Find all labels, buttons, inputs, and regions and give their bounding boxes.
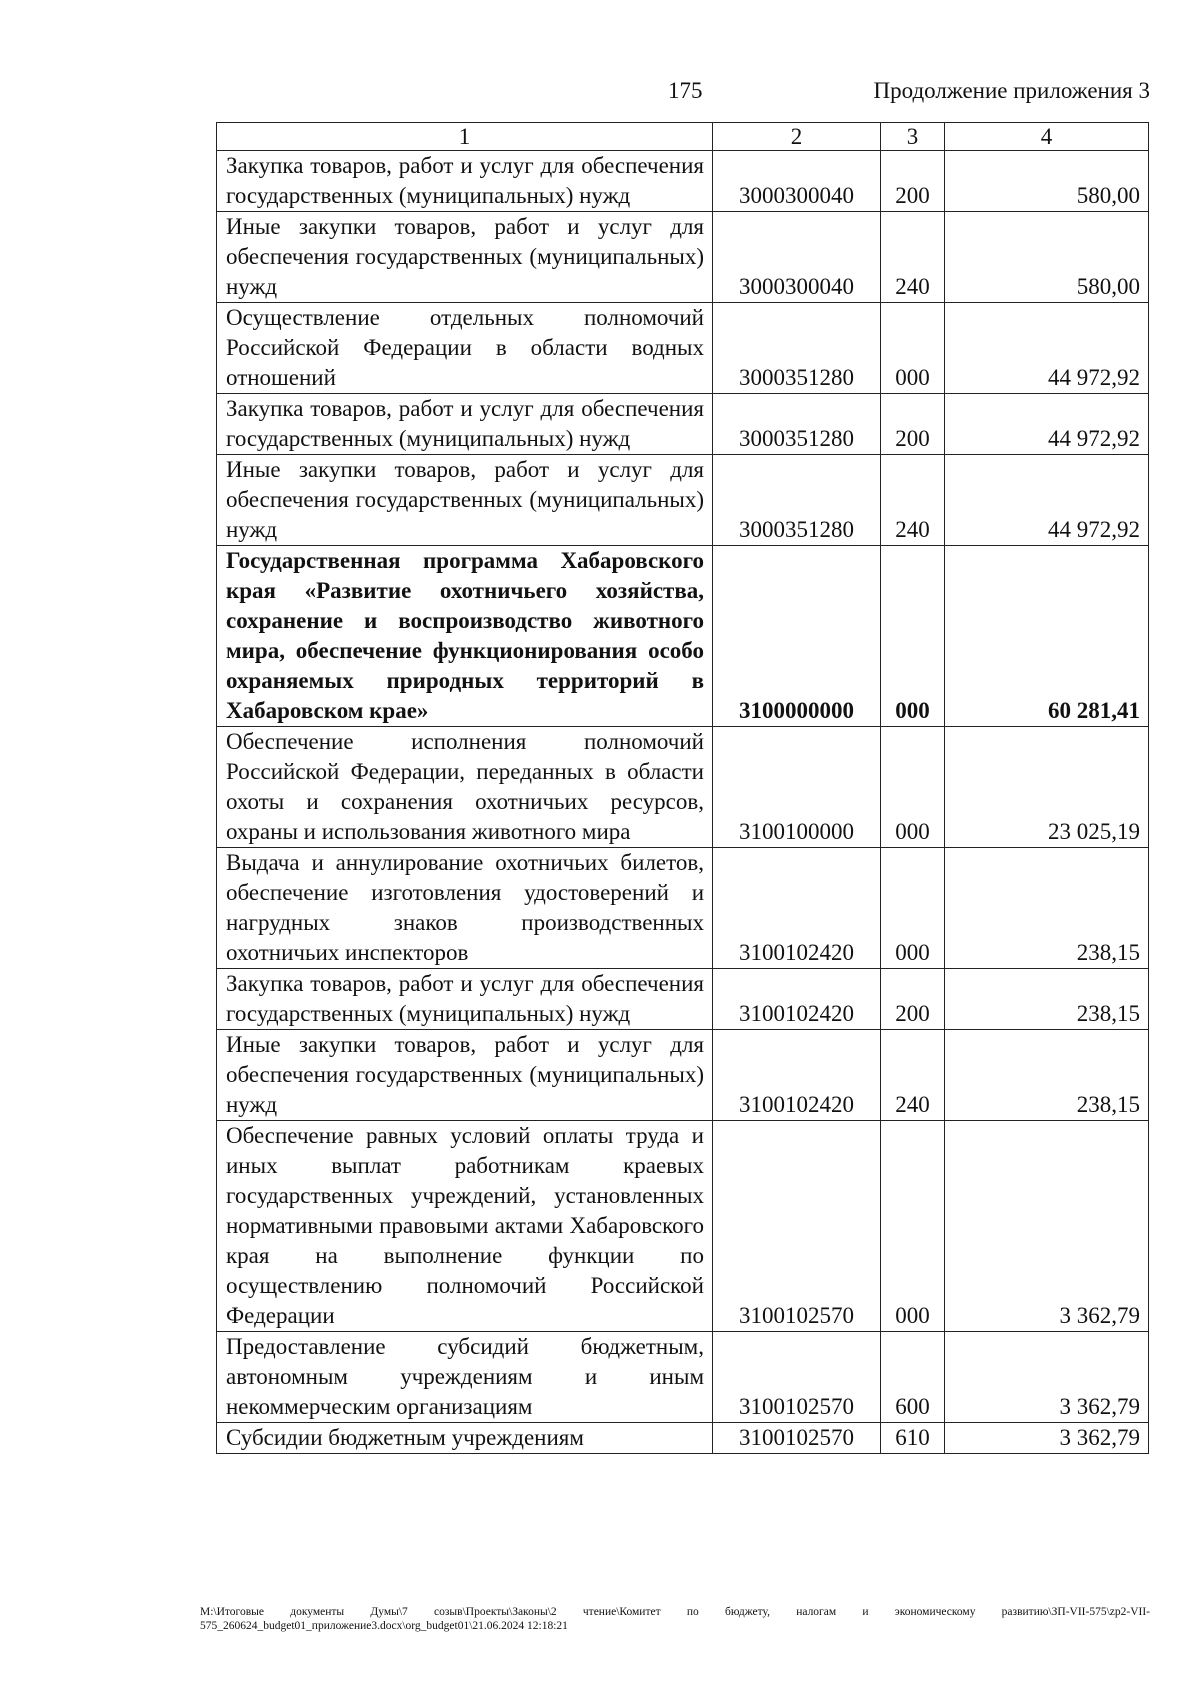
row-type-cell: 200 (881, 151, 945, 212)
row-type-cell: 240 (881, 455, 945, 546)
row-code-cell: 3100102420 (713, 848, 881, 969)
row-amount-cell: 44 972,92 (945, 455, 1149, 546)
table-row (217, 1423, 1149, 1454)
row-amount-cell: 3 362,79 (945, 1423, 1149, 1454)
row-code-cell: 3000300040 (713, 212, 881, 303)
budget-table (216, 122, 1149, 1454)
row-name-cell: Обеспечение равных условий оплаты труда и иных выплат работникам краевых государственных учреждений, установленных нормативными правовыми актами Хабаровского края на выполнение функции по осуществлению полномочий Российской Федерации (217, 1121, 713, 1332)
row-name-cell: Обеспечение исполнения полномочий Российской Федерации, переданных в области охоты и сохранения охотничьих ресурсов, охраны и использования животного мира (217, 727, 713, 848)
column-header-3: 3 (881, 123, 945, 151)
page-number: 175 (668, 78, 703, 103)
row-code-cell: 3000351280 (713, 455, 881, 546)
file-path-footer: М:\Итоговые документы Думы\7 созыв\Проекты\Законы\2 чтение\Комитет по бюджету, налогам и экономическому развитию\ЗП-VII-575\zp2-VII-575_260624_budget01_приложение3.docx\org_budget01\21.06.2024 12:18:21 (200, 1606, 1150, 1632)
row-type-cell: 000 (881, 727, 945, 848)
row-amount-cell: 580,00 (945, 151, 1149, 212)
row-name-cell: Иные закупки товаров, работ и услуг для обеспечения государственных (муниципальных) нужд (217, 455, 713, 546)
row-code-cell: 3000351280 (713, 303, 881, 394)
row-amount-cell: 238,15 (945, 1030, 1149, 1121)
table-row (217, 394, 1149, 455)
row-amount-cell: 60 281,41 (945, 546, 1149, 727)
table-body (217, 123, 1149, 1454)
row-amount-cell: 23 025,19 (945, 727, 1149, 848)
row-name-cell: Государственная программа Хабаровского края «Развитие охотничьего хозяйства, сохранение и воспроизводство животного мира, обеспечение функционирования особо охраняемых природных территорий в Хабаровском крае» (217, 546, 713, 727)
column-header-1: 1 (217, 123, 713, 151)
table-row (217, 303, 1149, 394)
row-type-cell: 000 (881, 303, 945, 394)
row-type-cell: 000 (881, 848, 945, 969)
row-amount-cell: 580,00 (945, 212, 1149, 303)
row-type-cell: 610 (881, 1423, 945, 1454)
column-header-4: 4 (945, 123, 1149, 151)
row-code-cell: 3100102570 (713, 1332, 881, 1423)
row-code-cell: 3100102420 (713, 1030, 881, 1121)
row-amount-cell: 44 972,92 (945, 303, 1149, 394)
row-type-cell: 240 (881, 1030, 945, 1121)
table-row (217, 455, 1149, 546)
row-amount-cell: 238,15 (945, 848, 1149, 969)
row-type-cell: 200 (881, 394, 945, 455)
row-amount-cell: 44 972,92 (945, 394, 1149, 455)
row-code-cell: 3000300040 (713, 151, 881, 212)
table-header-row (217, 123, 1149, 151)
row-code-cell: 3000351280 (713, 394, 881, 455)
row-name-cell: Иные закупки товаров, работ и услуг для обеспечения государственных (муниципальных) нужд (217, 1030, 713, 1121)
row-amount-cell: 3 362,79 (945, 1332, 1149, 1423)
column-header-2: 2 (713, 123, 881, 151)
continuation-label: Продолжение приложения 3 (873, 78, 1150, 103)
row-code-cell: 3100102420 (713, 969, 881, 1030)
row-name-cell: Осуществление отдельных полномочий Российской Федерации в области водных отношений (217, 303, 713, 394)
row-name-cell: Закупка товаров, работ и услуг для обеспечения государственных (муниципальных) нужд (217, 394, 713, 455)
table-row (217, 546, 1149, 727)
row-type-cell: 000 (881, 1121, 945, 1332)
row-name-cell: Предоставление субсидий бюджетным, автономным учреждениям и иным некоммерческим организациям (217, 1332, 713, 1423)
table-row (217, 212, 1149, 303)
row-code-cell: 3100102570 (713, 1423, 881, 1454)
row-type-cell: 240 (881, 212, 945, 303)
row-code-cell: 3100102570 (713, 1121, 881, 1332)
table-row (217, 969, 1149, 1030)
row-type-cell: 600 (881, 1332, 945, 1423)
table-row (217, 1332, 1149, 1423)
row-code-cell: 3100000000 (713, 546, 881, 727)
row-name-cell: Иные закупки товаров, работ и услуг для обеспечения государственных (муниципальных) нужд (217, 212, 713, 303)
table-row (217, 151, 1149, 212)
table-row (217, 848, 1149, 969)
table-row (217, 727, 1149, 848)
row-amount-cell: 238,15 (945, 969, 1149, 1030)
row-type-cell: 000 (881, 546, 945, 727)
row-amount-cell: 3 362,79 (945, 1121, 1149, 1332)
row-name-cell: Закупка товаров, работ и услуг для обеспечения государственных (муниципальных) нужд (217, 151, 713, 212)
row-code-cell: 3100100000 (713, 727, 881, 848)
table-row (217, 1030, 1149, 1121)
row-name-cell: Субсидии бюджетным учреждениям (217, 1423, 713, 1454)
row-type-cell: 200 (881, 969, 945, 1030)
row-name-cell: Выдача и аннулирование охотничьих билетов, обеспечение изготовления удостоверений и нагрудных знаков производственных охотничьих инспекторов (217, 848, 713, 969)
table-row (217, 1121, 1149, 1332)
row-name-cell: Закупка товаров, работ и услуг для обеспечения государственных (муниципальных) нужд (217, 969, 713, 1030)
